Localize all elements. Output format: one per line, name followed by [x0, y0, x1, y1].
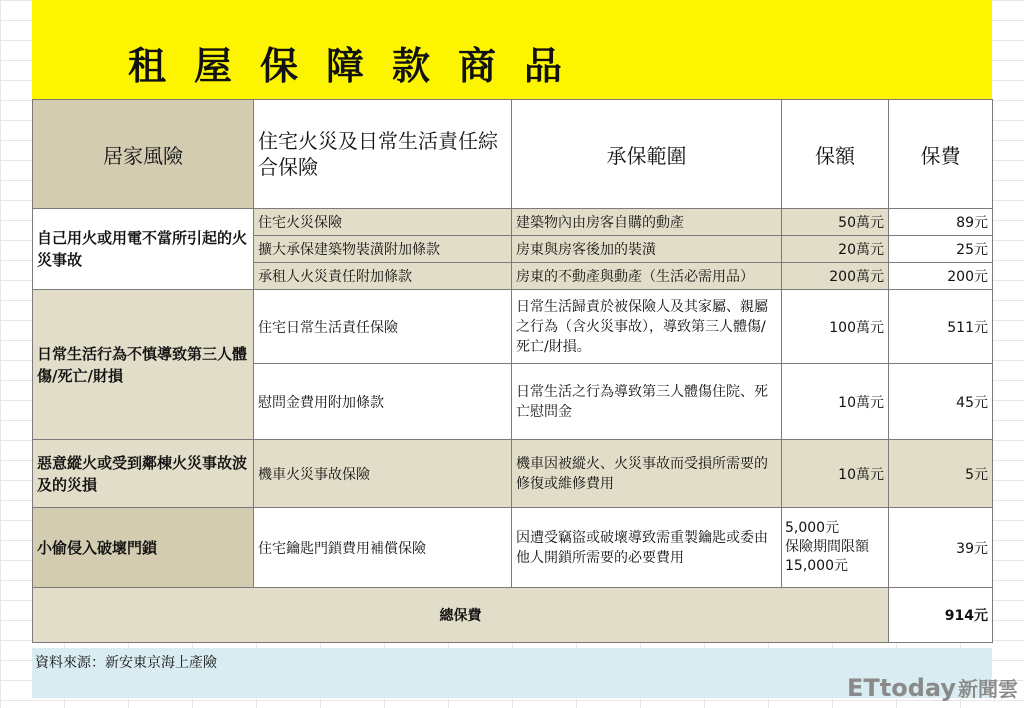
table-row — [33, 290, 993, 364]
total-label: 總保費 — [33, 588, 889, 643]
header-premium: 保費 — [889, 100, 993, 209]
header-risk: 居家風險 — [33, 100, 254, 209]
amount-cell: 100萬元 — [782, 290, 889, 364]
amount-cell: 50萬元 — [782, 209, 889, 236]
product-cell: 慰問金費用附加條款 — [254, 364, 512, 440]
premium-cell: 45元 — [889, 364, 993, 440]
header-scope: 承保範圍 — [512, 100, 782, 209]
source-note: 資料來源：新安東京海上產險 — [35, 655, 217, 671]
table-row — [33, 440, 993, 508]
risk-cell: 自己用火或用電不當所引起的火災事故 — [33, 209, 254, 290]
scope-cell: 因遭受竊盜或破壞導致需重製鑰匙或委由他人開鎖所需要的必要費用 — [512, 508, 782, 588]
premium-cell: 511元 — [889, 290, 993, 364]
premium-cell: 25元 — [889, 236, 993, 263]
scope-cell: 房東與房客後加的裝潢 — [512, 236, 782, 263]
product-cell: 住宅火災保險 — [254, 209, 512, 236]
product-cell: 住宅日常生活責任保險 — [254, 290, 512, 364]
amount-cell: 10萬元 — [782, 440, 889, 508]
product-cell: 機車火災事故保險 — [254, 440, 512, 508]
scope-cell: 日常生活之行為導致第三人體傷住院、死亡慰問金 — [512, 364, 782, 440]
scope-cell: 房東的不動產與動產（生活必需用品） — [512, 263, 782, 290]
ettoday-logo: ETtoday 新聞雲 — [846, 674, 1018, 702]
risk-cell: 小偷侵入破壞門鎖 — [33, 508, 254, 588]
scope-cell: 建築物內由房客自購的動產 — [512, 209, 782, 236]
table-row — [33, 209, 993, 236]
header-amount: 保額 — [782, 100, 889, 209]
premium-cell: 89元 — [889, 209, 993, 236]
header-product: 住宅火災及日常生活責任綜合保險 — [254, 100, 512, 209]
amount-cell: 20萬元 — [782, 236, 889, 263]
product-cell: 承租人火災責任附加條款 — [254, 263, 512, 290]
header-row — [33, 100, 993, 209]
amount-cell — [782, 508, 889, 588]
premium-cell: 39元 — [889, 508, 993, 588]
amount-cell: 200萬元 — [782, 263, 889, 290]
amount-line: 5,000元 — [785, 520, 840, 536]
page-title: 租屋保障款商品 — [128, 44, 591, 88]
product-cell: 住宅鑰匙門鎖費用補償保險 — [254, 508, 512, 588]
risk-cell: 惡意縱火或受到鄰棟火災事故波及的災損 — [33, 440, 254, 508]
table-row — [33, 508, 993, 588]
scope-cell: 日常生活歸責於被保險人及其家屬、親屬之行為（含火災事故），導致第三人體傷/死亡/財損。 — [512, 290, 782, 364]
premium-cell: 5元 — [889, 440, 993, 508]
amount-line: 15,000元 — [785, 558, 848, 574]
scope-cell: 機車因被縱火、火災事故而受損所需要的修復或維修費用 — [512, 440, 782, 508]
total-row — [33, 588, 993, 643]
product-cell: 擴大承保建築物裝潢附加條款 — [254, 236, 512, 263]
amount-line: 保險期間限額 — [785, 539, 869, 555]
premium-cell: 200元 — [889, 263, 993, 290]
insurance-table — [32, 99, 993, 643]
amount-cell: 10萬元 — [782, 364, 889, 440]
risk-cell: 日常生活行為不慎導致第三人體傷/死亡/財損 — [33, 290, 254, 440]
total-value: 914元 — [889, 588, 993, 643]
